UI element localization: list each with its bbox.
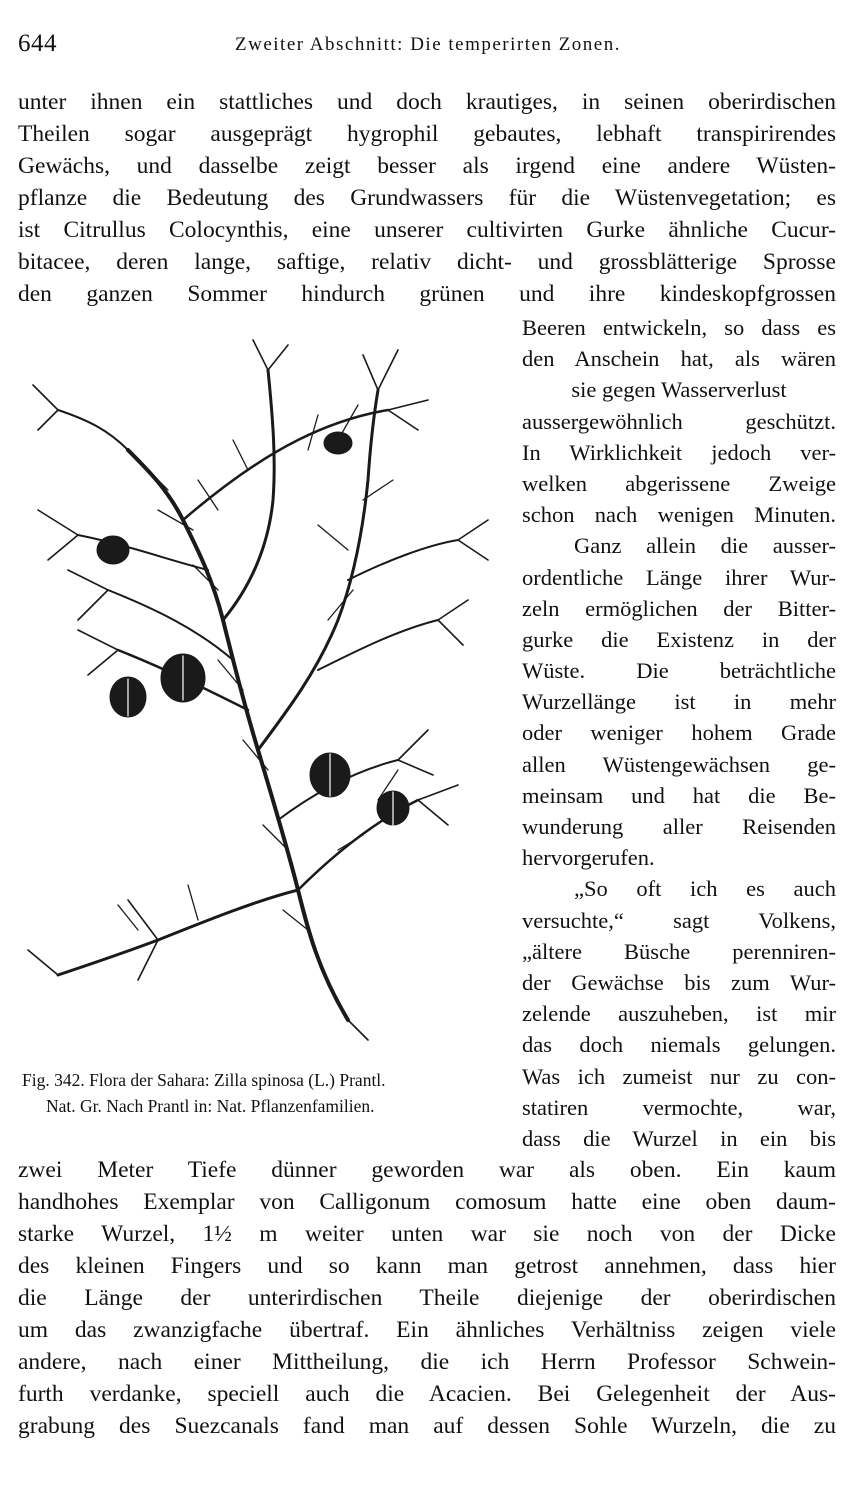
text-line: In Wirklichkeit jedoch ver- xyxy=(522,439,836,465)
text-line: Beeren entwickeln, so dass es xyxy=(522,315,836,340)
text-line: des kleinen Fingers und so kann man getrost annehmen, dass hier xyxy=(18,1253,836,1279)
text-line: wunderung aller Reisenden xyxy=(522,814,836,839)
text-line: zeln ermöglichen der Bitter- xyxy=(522,595,836,621)
text-line: sie gegen Wasserverlust xyxy=(571,377,787,403)
figure-caption-line-1: Fig. 342. Flora der Sahara: Zilla spinosa (L.) Prantl. xyxy=(22,1070,386,1090)
figure-caption-line-2: Nat. Gr. Nach Prantl in: Nat. Pflanzenfamilien. xyxy=(46,1096,375,1116)
text-line: starke Wurzel, 1½ m weiter unten war sie noch von der Dicke xyxy=(18,1221,836,1247)
text-line: den Anschein hat, als wären xyxy=(522,346,836,372)
text-line: oder weniger hohem Grade xyxy=(522,720,836,746)
page-number: 644 xyxy=(18,30,57,57)
text-line: „So oft ich es auch xyxy=(574,876,836,902)
text-line: den ganzen Sommer hindurch grünen und ihre kindeskopfgrossen xyxy=(18,281,836,307)
text-line: Wurzellänge ist in mehr xyxy=(522,689,836,715)
text-line: Gewächs, und dasselbe zeigt besser als irgend eine andere Wüsten- xyxy=(18,153,836,179)
figure-illustration xyxy=(18,330,513,1060)
text-line: aussergewöhnlich geschützt. xyxy=(522,408,836,434)
text-line: allen Wüstengewächsen ge- xyxy=(522,751,836,777)
text-line: Theilen sogar ausgeprägt hygrophil gebautes, lebhaft transpirirendes xyxy=(18,121,836,147)
running-head: Zweiter Abschnitt: Die temperirten Zonen. xyxy=(235,34,621,55)
text-line: grabung des Suezcanals fand man auf dessen Sohle Wurzeln, die zu xyxy=(18,1413,836,1439)
text-line: gurke die Existenz in der xyxy=(522,626,836,652)
text-line: um das zwanzigfache übertraf. Ein ähnliches Verhältniss zeigen viele xyxy=(18,1317,836,1343)
text-line: pflanze die Bedeutung des Grundwassers für die Wüstenvegetation; es xyxy=(18,185,836,211)
bottom-paragraph xyxy=(18,1154,836,1442)
thorny-branch-illustration xyxy=(18,330,513,1060)
text-line: Was ich zumeist nur zu con- xyxy=(522,1063,836,1089)
page-header xyxy=(18,30,838,66)
text-line: meinsam und hat die Be- xyxy=(522,782,836,808)
text-line: versuchte,“ sagt Volkens, xyxy=(522,907,836,933)
text-line: andere, nach einer Mittheilung, die ich Herrn Professor Schwein- xyxy=(18,1349,836,1375)
text-line: Wüste. Die beträchtliche xyxy=(522,658,836,684)
text-line: dass die Wurzel in ein bis xyxy=(522,1125,836,1151)
text-line: welken abgerissene Zweige xyxy=(522,470,836,496)
text-line: „ältere Büsche perenniren- xyxy=(522,938,836,964)
text-line: furth verdanke, speciell auch die Acacien. Bei Gelegenheit der Aus- xyxy=(18,1381,836,1407)
text-line: zelende auszuheben, ist mir xyxy=(522,1001,836,1027)
text-line: statiren vermochte, war, xyxy=(522,1094,836,1120)
text-line: handhohes Exemplar von Calligonum comosum hatte eine oben daum- xyxy=(18,1189,836,1215)
text-line: ist Citrullus Colocynthis, eine unserer cultivirten Gurke ähnliche Cucur- xyxy=(18,217,836,243)
text-line: der Gewächse bis zum Wur- xyxy=(522,969,836,995)
top-paragraph xyxy=(18,86,836,310)
text-line: ordentliche Länge ihrer Wur- xyxy=(522,564,836,590)
right-column-text xyxy=(522,312,836,1154)
text-line: schon nach wenigen Minuten. xyxy=(522,502,836,528)
text-line: das doch niemals gelungen. xyxy=(522,1032,836,1058)
text-line: hervorgerufen. xyxy=(522,845,655,871)
text-line: bitacee, deren lange, saftige, relativ dicht- und grossblätterige Sprosse xyxy=(18,249,836,275)
text-line: Ganz allein die ausser- xyxy=(574,533,836,559)
text-line: unter ihnen ein stattliches und doch krautiges, in seinen oberirdischen xyxy=(18,89,836,115)
text-line: die Länge der unterirdischen Theile diejenige der oberirdischen xyxy=(18,1285,836,1311)
text-line: zwei Meter Tiefe dünner geworden war als oben. Ein kaum xyxy=(18,1157,836,1183)
